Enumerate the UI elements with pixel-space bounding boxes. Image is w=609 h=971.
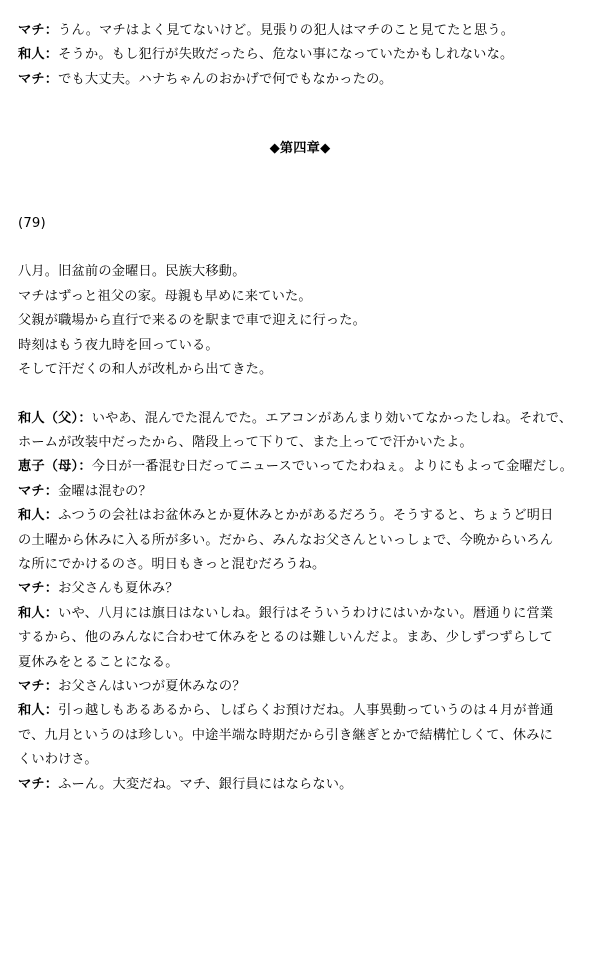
speaker-name: マチ：	[18, 483, 59, 499]
dialogue-line	[18, 43, 600, 67]
dialogue-line	[18, 455, 600, 479]
script-page	[18, 19, 600, 797]
speaker-name: 和人（父）：	[18, 410, 92, 426]
dialogue-line	[18, 675, 600, 699]
dialogue-continuation: で、九月というのは珍しい。中途半端な時期だから引き継ぎとかで結構忙しくて、休みに	[18, 727, 553, 743]
narration-line: 時刻はもう夜九時を回っている。	[18, 337, 219, 353]
dialogue-continuation: の土曜から休みに入る所が多い。だから、みんなお父さんといっしょで、今晩からいろん	[18, 532, 554, 548]
speaker-name: 和人：	[18, 47, 59, 63]
dialogue-block	[18, 407, 600, 797]
dialogue-continuation: な所にでかけるのさ。明日もきっと混むだろうね。	[18, 557, 326, 573]
dialogue-text: 引っ越しもあるあるから、しばらくお預けだね。人事異動っていうのは４月が普通	[58, 703, 554, 719]
spacer	[18, 382, 600, 406]
speaker-name: マチ：	[18, 678, 59, 694]
narration-block	[18, 260, 600, 382]
scene-number: (79)	[18, 215, 46, 231]
dialogue-line	[18, 699, 600, 723]
dialogue-text: お父さんはいつが夏休みなの？	[58, 678, 246, 694]
dialogue-continuation: くいわけさ。	[18, 752, 98, 768]
dialogue-continuation: ホームが改装中だったから、階段上って下りて、また上ってで汗かいたよ。	[18, 435, 473, 451]
dialogue-text: お父さんも夏休み？	[58, 581, 179, 597]
speaker-name: 和人：	[18, 703, 59, 719]
dialogue-line	[18, 19, 600, 43]
dialogue-line	[18, 480, 600, 504]
dialogue-line	[18, 407, 600, 431]
dialogue-text: でも大丈夫。ハナちゃんのおかげで何でもなかったの。	[58, 71, 393, 87]
speaker-name: マチ：	[18, 581, 59, 597]
chapter-title: ◆第四章◆	[269, 141, 331, 157]
dialogue-text: ふつうの会社はお盆休みとか夏休みとかがあるだろう。そうすると、ちょうど明日	[58, 508, 554, 524]
speaker-name: マチ：	[18, 23, 59, 38]
dialogue-text: 今日が一番混む日だってニュースでいってたわねぇ。よりにもよって金曜だし。	[91, 459, 574, 475]
dialogue-line	[18, 504, 600, 528]
speaker-name: 和人：	[18, 508, 59, 524]
speaker-name: 恵子（母）：	[18, 459, 92, 475]
narration-line: 八月。旧盆前の金曜日。民族大移動。	[18, 264, 246, 280]
narration-line: そして汗だくの和人が改札から出てきた。	[18, 361, 273, 377]
dialogue-text: 金曜は混むの？	[58, 483, 152, 499]
dialogue-continuation: するから、他のみんなに合わせて休みをとるのは難しいんだよ。まあ、少しずつずらして	[18, 630, 553, 646]
speaker-name: 和人：	[18, 605, 59, 621]
speaker-name: マチ：	[18, 71, 59, 87]
dialogue-line	[18, 773, 600, 797]
dialogue-continuation: 夏休みをとることになる。	[18, 654, 179, 670]
dialogue-text: うん。マチはよく見てないけど。見張りの犯人はマチのこと見てたと思う。	[58, 23, 515, 38]
dialogue-text: ふーん。大変だね。マチ、銀行員にはならない。	[58, 776, 353, 792]
dialogue-line	[18, 68, 600, 92]
narration-line: マチはずっと祖父の家。母親も早めに来ていた。	[18, 288, 312, 304]
dialogue-text: いや、八月には旗日はないしね。銀行はそういうわけにはいかない。暦通りに営業	[58, 605, 554, 621]
speaker-name: マチ：	[18, 776, 59, 792]
narration-line: 父親が職場から直行で来るのを駅まで車で迎えに行った。	[18, 313, 367, 329]
dialogue-text: いやあ、混んでた混んでた。エアコンがあんまり効いてなかったしね。それで、	[91, 410, 573, 426]
dialogue-text: そうか。もし犯行が失敗だったら、危ない事になっていたかもしれないな。	[58, 47, 514, 63]
opening-dialogue	[18, 19, 600, 92]
dialogue-line	[18, 602, 600, 626]
dialogue-line	[18, 577, 600, 601]
